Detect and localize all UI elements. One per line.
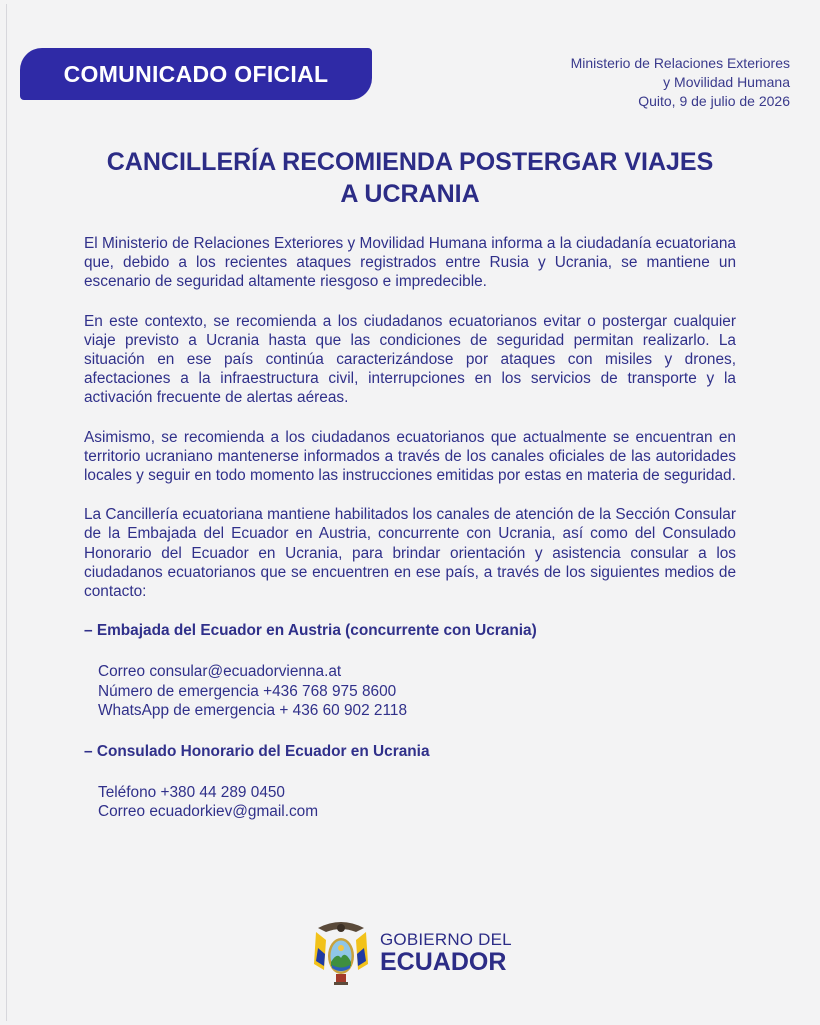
communique-badge (20, 48, 372, 100)
logo-line1: GOBIERNO DEL (380, 930, 512, 949)
embassy-emergency-phone: Número de emergencia +436 768 975 8600 (98, 682, 397, 700)
logo-line2: ECUADOR (380, 948, 507, 976)
consulate-email[interactable]: Correo ecuadorkiev@gmail.com (98, 803, 319, 821)
headline-line2: A UCRANIA (340, 180, 480, 208)
ministry-name-line1: Ministerio de Relaciones Exteriores (570, 55, 790, 71)
paragraph-4: La Cancillería ecuatoriana mantiene habilitados los canales de atención de la Sección Consular de la Embajada del Ecuador en Austria, concurrente con Ucrania, así como del Consulado Honorario del Ecuador en Ucrania, para brindar orientación y asistencia consular a los ciudadanos ecuatorianos que se encuentren en ese país, a través de los siguientes medios de contacto: (84, 506, 736, 601)
embassy-email[interactable]: Correo consular@ecuadorvienna.at (98, 663, 342, 681)
badge-label: COMUNICADO OFICIAL (63, 60, 329, 87)
ministry-header (571, 54, 790, 111)
coat-of-arms-icon (310, 918, 372, 988)
paragraph-1: El Ministerio de Relaciones Exteriores y Movilidad Humana informa a la ciudadanía ecuatoriana que, debido a los recientes ataques registrados entre Rusia y Ucrania, se mantiene un escenario de seguridad altamente riesgoso e impredecible. (84, 235, 736, 291)
ministry-name-line2: y Movilidad Humana (663, 74, 790, 90)
paragraph-2: En este contexto, se recomienda a los ciudadanos ecuatorianos evitar o postergar cualquier viaje previsto a Ucrania hasta que las condiciones de seguridad permitan realizarlo. La situación en ese país continúa caracterizándose por ataques con misiles y drones, afectaciones a la infraestructura civil, interrupciones en los servicios de transporte y la activación frecuente de alertas aéreas. (84, 312, 736, 407)
embassy-whatsapp: WhatsApp de emergencia + 436 60 902 2118 (98, 701, 408, 719)
headline-line1: CANCILLERÍA RECOMIENDA POSTERGAR VIAJES (106, 148, 714, 176)
logo-text (380, 931, 512, 975)
communique-body (84, 234, 736, 844)
place-date: Quito, 9 de julio de 2026 (638, 93, 790, 109)
paragraph-3: Asimismo, se recomienda a los ciudadanos ecuatorianos que actualmente se encuentran en territorio ucraniano mantenerse informados a través de los canales oficiales de las autoridades locales y seguir en todo momento las instrucciones emitidas por estas en materia de seguridad. (84, 428, 736, 485)
embassy-contacts (98, 662, 736, 720)
consulate-heading: – Consulado Honorario del Ecuador en Ucrania (84, 743, 430, 761)
consulate-phone: Teléfono +380 44 289 0450 (98, 784, 285, 802)
consulate-contacts (98, 783, 736, 821)
headline (60, 146, 760, 210)
embassy-heading: – Embajada del Ecuador en Austria (concurrente con Ucrania) (84, 622, 537, 640)
government-logo (310, 918, 512, 988)
